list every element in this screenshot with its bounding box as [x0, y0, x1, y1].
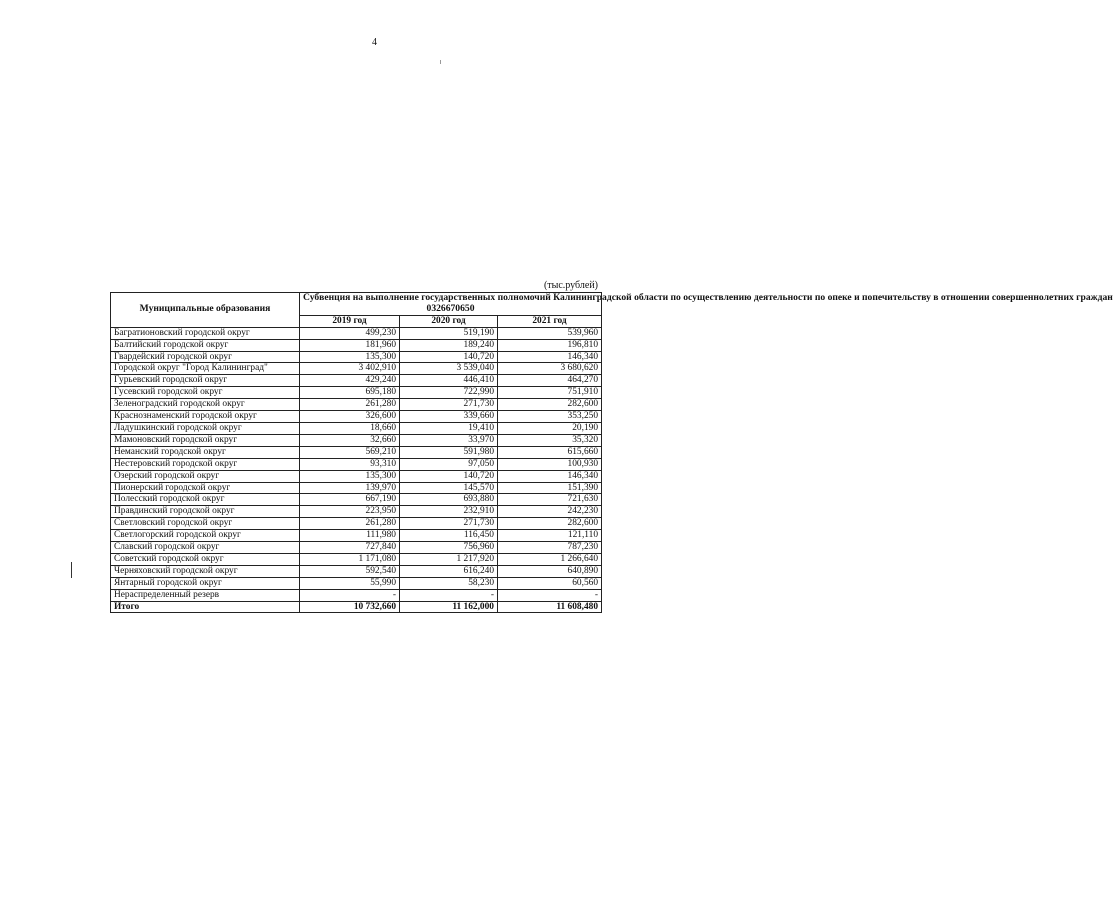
- value-2019: 429,240: [300, 375, 400, 387]
- table-row: [111, 482, 602, 494]
- table-row: [111, 446, 602, 458]
- table-row: [111, 375, 602, 387]
- page-number: 4: [372, 37, 377, 48]
- table-row: [111, 565, 602, 577]
- value-2019: 695,180: [300, 387, 400, 399]
- table-row: [111, 387, 602, 399]
- table-row: [111, 399, 602, 411]
- value-2020: 616,240: [400, 565, 498, 577]
- total-2019: 10 732,660: [300, 601, 400, 613]
- value-2021: 1 266,640: [498, 553, 602, 565]
- value-2019: 93,310: [300, 458, 400, 470]
- municipality-name: Полесский городской округ: [111, 494, 300, 506]
- value-2021: 464,270: [498, 375, 602, 387]
- year-2021-header: 2021 год: [498, 315, 602, 327]
- municipality-name: Нестеровский городской округ: [111, 458, 300, 470]
- value-2020: -: [400, 589, 498, 601]
- table-row: [111, 411, 602, 423]
- table-row: [111, 339, 602, 351]
- value-2019: 592,540: [300, 565, 400, 577]
- value-2020: 232,910: [400, 506, 498, 518]
- value-2019: 727,840: [300, 542, 400, 554]
- value-2020: 446,410: [400, 375, 498, 387]
- value-2021: 242,230: [498, 506, 602, 518]
- value-2020: 145,570: [400, 482, 498, 494]
- value-2020: 722,990: [400, 387, 498, 399]
- value-2021: 146,340: [498, 470, 602, 482]
- table-row: [111, 470, 602, 482]
- municipality-name: Ладушкинский городской округ: [111, 422, 300, 434]
- value-2020: 140,720: [400, 351, 498, 363]
- value-2019: 111,980: [300, 530, 400, 542]
- municipality-name: Гусевский городской округ: [111, 387, 300, 399]
- year-2020-header: 2020 год: [400, 315, 498, 327]
- value-2020: 756,960: [400, 542, 498, 554]
- municipality-name: Светлогорский городской округ: [111, 530, 300, 542]
- total-row: [111, 601, 602, 613]
- table-row: [111, 577, 602, 589]
- value-2021: 20,190: [498, 422, 602, 434]
- value-2021: 721,630: [498, 494, 602, 506]
- units-label: (тыс.рублей): [543, 280, 598, 291]
- municipality-name: Краснознаменский городской округ: [111, 411, 300, 423]
- value-2021: 751,910: [498, 387, 602, 399]
- municipality-name: Янтарный городской округ: [111, 577, 300, 589]
- value-2020: 1 217,920: [400, 553, 498, 565]
- municipality-name: Правдинский городской округ: [111, 506, 300, 518]
- municipality-name: Гурьевский городской округ: [111, 375, 300, 387]
- value-2019: 569,210: [300, 446, 400, 458]
- value-2019: 135,300: [300, 351, 400, 363]
- municipality-name: Озерский городской округ: [111, 470, 300, 482]
- value-2020: 271,730: [400, 518, 498, 530]
- value-2021: 640,890: [498, 565, 602, 577]
- value-2020: 271,730: [400, 399, 498, 411]
- value-2021: -: [498, 589, 602, 601]
- value-2021: 100,930: [498, 458, 602, 470]
- municipality-name: Гвардейский городской округ: [111, 351, 300, 363]
- value-2020: 3 539,040: [400, 363, 498, 375]
- value-2021: 121,110: [498, 530, 602, 542]
- value-2021: 615,660: [498, 446, 602, 458]
- municipalities-header: Муниципальные образования: [111, 293, 300, 328]
- value-2021: 787,230: [498, 542, 602, 554]
- scan-speck: [440, 60, 441, 64]
- value-2019: -: [300, 589, 400, 601]
- table-row: [111, 589, 602, 601]
- table-row: [111, 434, 602, 446]
- municipality-name: Мамоновский городской округ: [111, 434, 300, 446]
- table-row: [111, 363, 602, 375]
- value-2019: 261,280: [300, 518, 400, 530]
- value-2021: 539,960: [498, 327, 602, 339]
- value-2019: 139,970: [300, 482, 400, 494]
- header-row: [111, 293, 602, 316]
- value-2021: 146,340: [498, 351, 602, 363]
- value-2020: 189,240: [400, 339, 498, 351]
- value-2020: 693,880: [400, 494, 498, 506]
- table-row: [111, 327, 602, 339]
- value-2021: 353,250: [498, 411, 602, 423]
- total-2021: 11 608,480: [498, 601, 602, 613]
- municipality-name: Зеленоградский городской округ: [111, 399, 300, 411]
- municipality-name: Черняховский городской округ: [111, 565, 300, 577]
- table-row: [111, 542, 602, 554]
- value-2021: 196,810: [498, 339, 602, 351]
- value-2020: 58,230: [400, 577, 498, 589]
- value-2021: 3 680,620: [498, 363, 602, 375]
- value-2021: 282,600: [498, 518, 602, 530]
- value-2019: 55,990: [300, 577, 400, 589]
- subvention-title: Субвенция на выполнение государственных полномочий Калининградской области по осуществлению деятельности по опеке и попечительству в отношении совершеннолетних граждан: [303, 292, 1113, 303]
- value-2020: 519,190: [400, 327, 498, 339]
- municipality-name: Багратионовский городской округ: [111, 327, 300, 339]
- value-2019: 18,660: [300, 422, 400, 434]
- table-row: [111, 518, 602, 530]
- value-2019: 326,600: [300, 411, 400, 423]
- municipality-name: Балтийский городской округ: [111, 339, 300, 351]
- value-2019: 181,960: [300, 339, 400, 351]
- municipality-name: Городской округ "Город Калининград": [111, 363, 300, 375]
- municipality-name: Неманский городской округ: [111, 446, 300, 458]
- value-2019: 135,300: [300, 470, 400, 482]
- table-row: [111, 553, 602, 565]
- municipality-name: Нераспределенный резерв: [111, 589, 300, 601]
- value-2020: 19,410: [400, 422, 498, 434]
- table-row: [111, 458, 602, 470]
- table-row: [111, 422, 602, 434]
- value-2021: 35,320: [498, 434, 602, 446]
- municipality-name: Пионерский городской округ: [111, 482, 300, 494]
- value-2019: 32,660: [300, 434, 400, 446]
- municipality-name: Светловский городской округ: [111, 518, 300, 530]
- value-2019: 499,230: [300, 327, 400, 339]
- value-2019: 1 171,080: [300, 553, 400, 565]
- table-row: [111, 506, 602, 518]
- value-2020: 339,660: [400, 411, 498, 423]
- margin-mark: [71, 562, 72, 578]
- value-2019: 667,190: [300, 494, 400, 506]
- value-2021: 282,600: [498, 399, 602, 411]
- budget-code: 0326670650: [426, 302, 475, 314]
- table-row: [111, 530, 602, 542]
- subvention-table: [110, 292, 1113, 613]
- value-2020: 116,450: [400, 530, 498, 542]
- table-body: [111, 327, 602, 601]
- municipality-name: Славский городской округ: [111, 542, 300, 554]
- value-2020: 140,720: [400, 470, 498, 482]
- value-2020: 33,970: [400, 434, 498, 446]
- value-2019: 3 402,910: [300, 363, 400, 375]
- value-2021: 151,390: [498, 482, 602, 494]
- value-2020: 591,980: [400, 446, 498, 458]
- value-2020: 97,050: [400, 458, 498, 470]
- table-row: [111, 494, 602, 506]
- table-row: [111, 351, 602, 363]
- total-2020: 11 162,000: [400, 601, 498, 613]
- subvention-header: [300, 292, 1113, 316]
- value-2021: 60,560: [498, 577, 602, 589]
- value-2019: 223,950: [300, 506, 400, 518]
- value-2019: 261,280: [300, 399, 400, 411]
- total-label: Итого: [111, 601, 300, 613]
- municipality-name: Советский городской округ: [111, 553, 300, 565]
- year-2019-header: 2019 год: [300, 315, 400, 327]
